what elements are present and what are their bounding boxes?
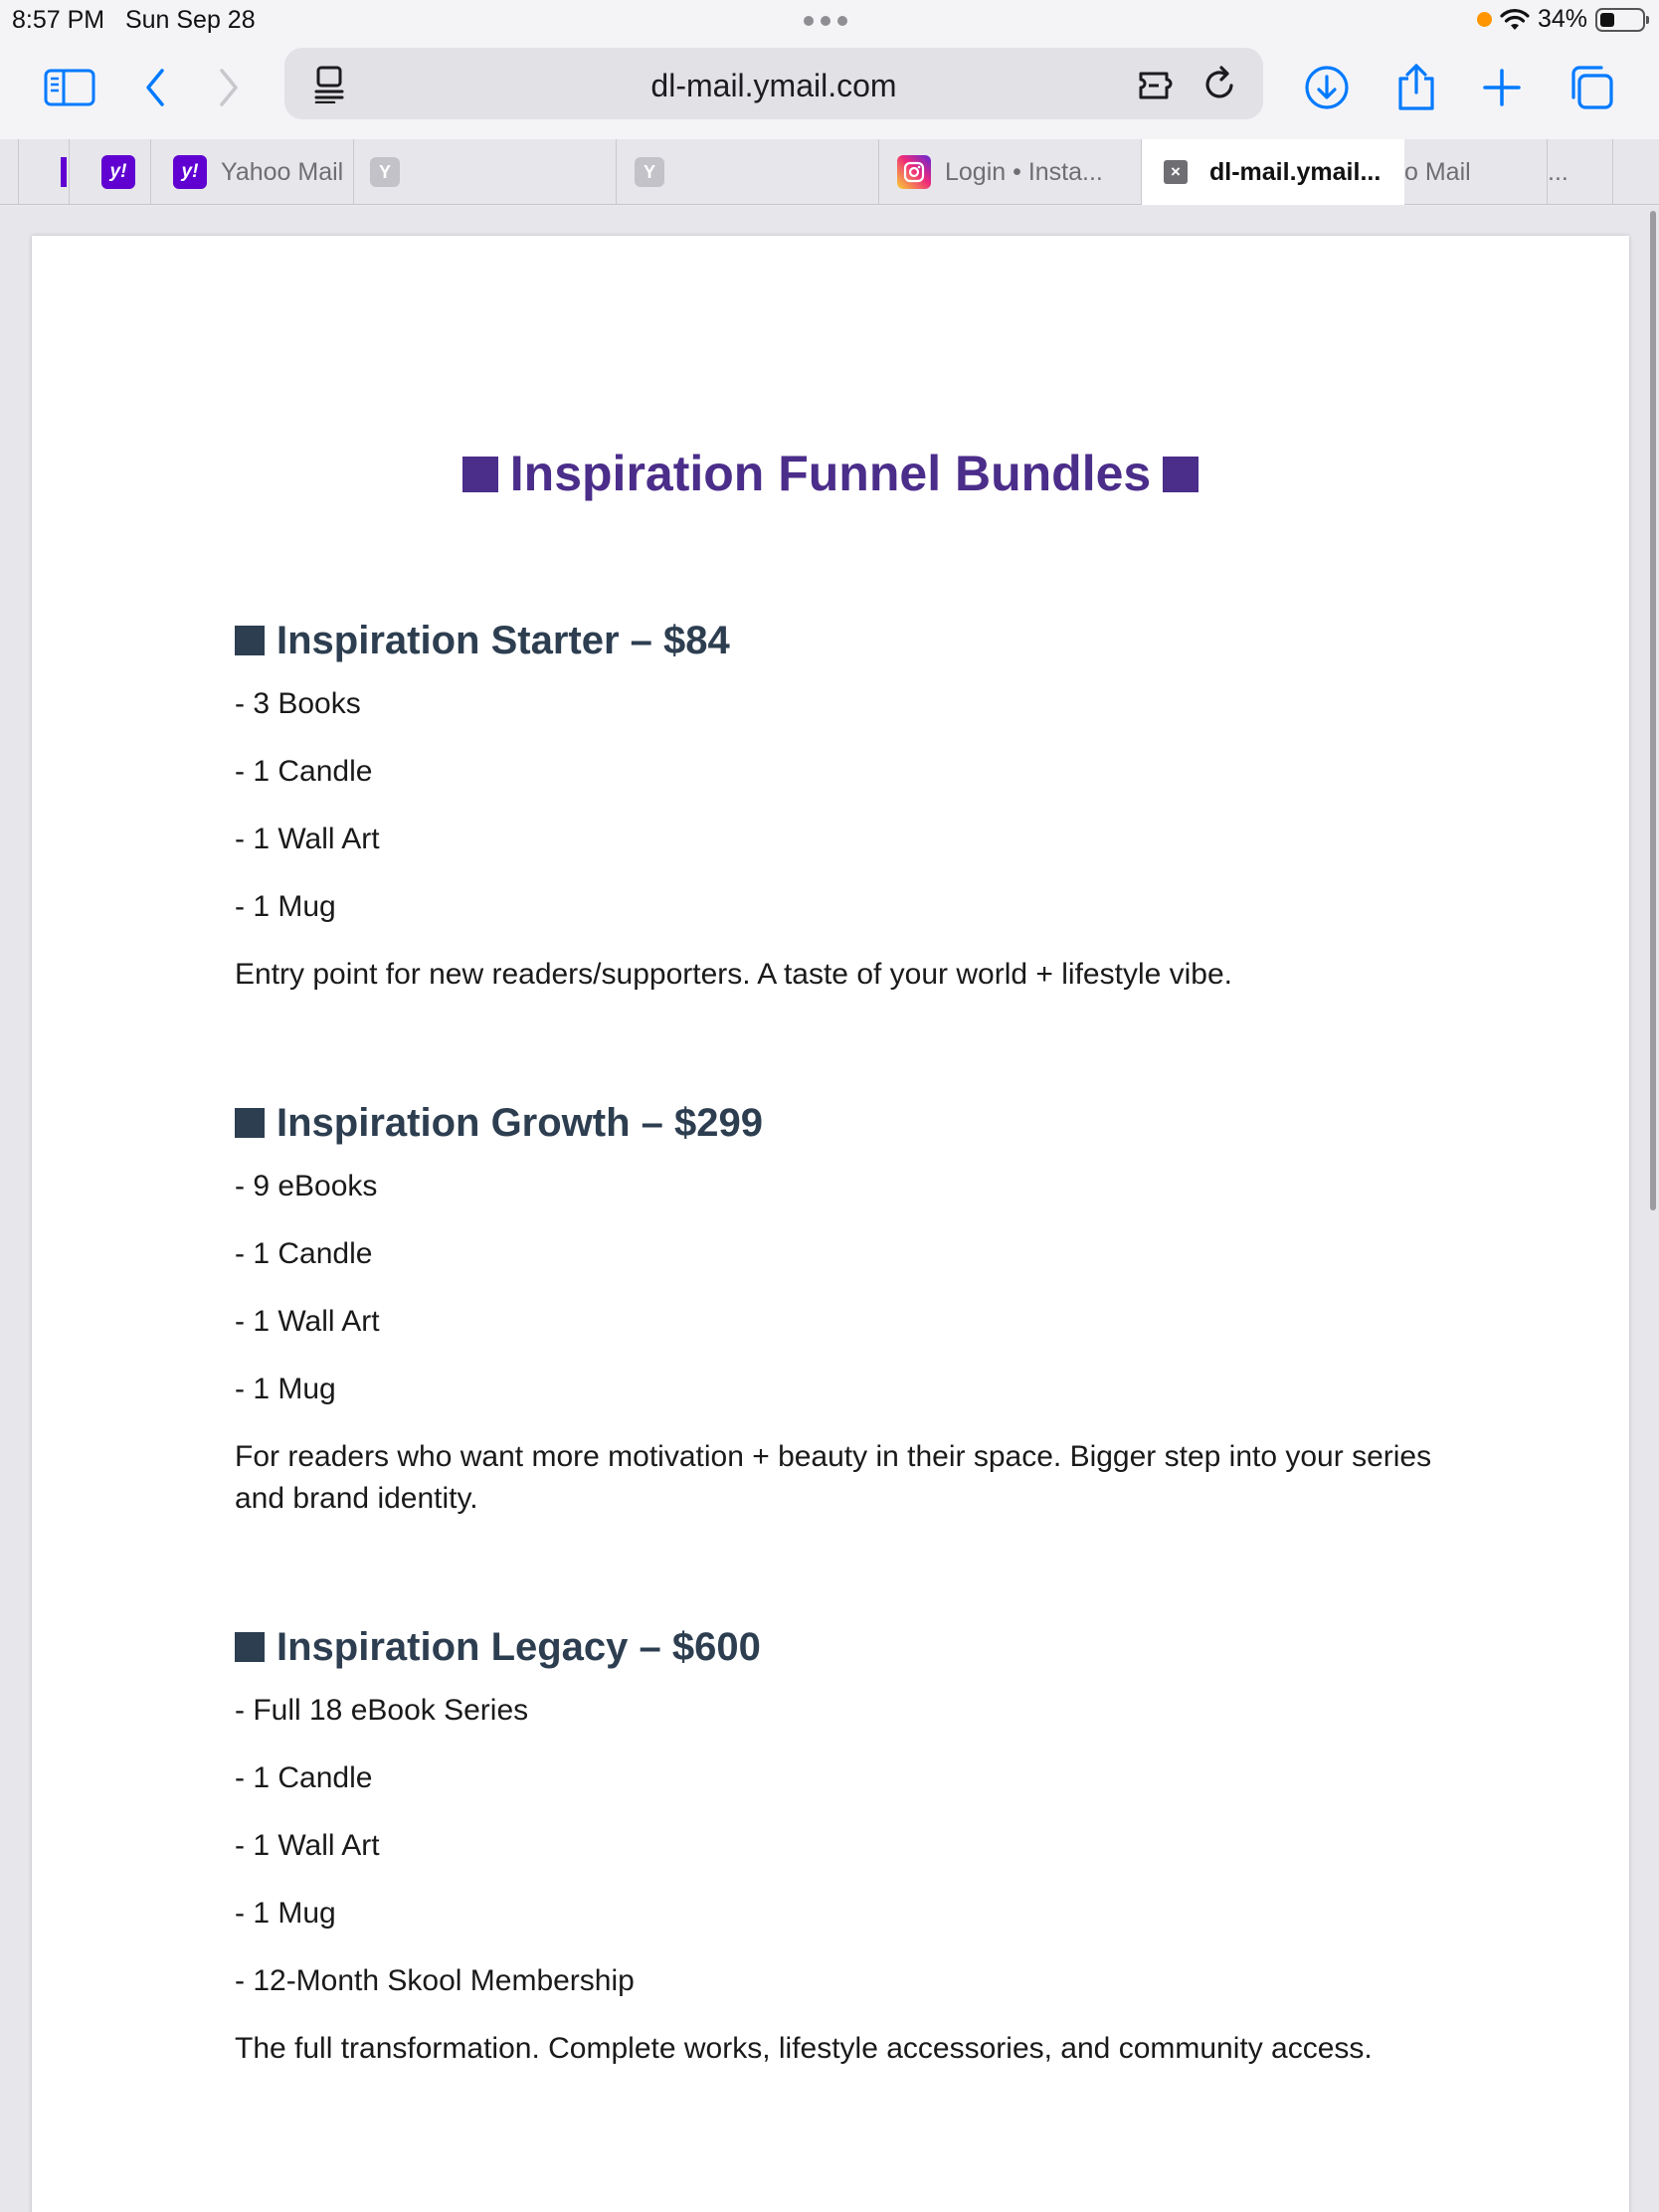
list-item: - 3 Books bbox=[235, 687, 361, 720]
back-icon[interactable] bbox=[125, 58, 185, 117]
bundle-heading-text: Inspiration Legacy – $600 bbox=[276, 1624, 761, 1669]
address-bar[interactable] bbox=[284, 48, 1263, 119]
yahoo-favicon-icon: y! bbox=[101, 155, 135, 189]
bundle-legacy bbox=[235, 1622, 1478, 2070]
download-icon[interactable] bbox=[1297, 58, 1357, 117]
list-item: - 1 Mug bbox=[235, 1897, 336, 1930]
tab-label: dl-mail.ymail... bbox=[1209, 157, 1382, 186]
bundle-description: Entry point for new readers/supporters. A taste of your world + lifestyle vibe. bbox=[235, 958, 1232, 991]
list-item: - 1 Candle bbox=[235, 1761, 373, 1794]
share-icon[interactable] bbox=[1386, 58, 1446, 117]
bundle-heading bbox=[235, 1098, 1478, 1148]
list-item: - 1 Candle bbox=[235, 755, 373, 788]
tab-label: o Mail bbox=[1404, 157, 1471, 186]
list-item: - 1 Candle bbox=[235, 1237, 373, 1270]
square-bullet-icon bbox=[462, 457, 498, 492]
tab-yahoo-mail[interactable] bbox=[151, 139, 354, 205]
list-item: - 1 Wall Art bbox=[235, 1305, 380, 1338]
mic-indicator-icon bbox=[1477, 12, 1492, 27]
multitasking-dots-icon[interactable] bbox=[804, 16, 847, 26]
status-datetime bbox=[12, 6, 256, 35]
tab-strip bbox=[0, 139, 1659, 205]
bundle-heading-text: Inspiration Starter – $84 bbox=[276, 618, 730, 662]
browser-toolbar bbox=[0, 40, 1659, 139]
close-tab-icon[interactable]: × bbox=[1164, 160, 1188, 184]
yahoo-favicon-icon bbox=[61, 157, 67, 187]
document-title bbox=[32, 445, 1629, 502]
square-bullet-icon bbox=[235, 1632, 265, 1662]
reload-icon[interactable] bbox=[1198, 62, 1243, 107]
instagram-favicon-icon bbox=[897, 155, 931, 189]
yahoo-favicon-icon: y! bbox=[173, 155, 207, 189]
status-date: Sun Sep 28 bbox=[124, 6, 256, 34]
tab-overflow-label: ... bbox=[1548, 157, 1568, 186]
list-item: - 1 Mug bbox=[235, 890, 336, 923]
tab-4[interactable] bbox=[617, 139, 879, 205]
square-bullet-icon bbox=[235, 1108, 265, 1138]
list-item: - 9 eBooks bbox=[235, 1170, 378, 1202]
y-favicon-icon: Y bbox=[370, 157, 400, 187]
tab-more[interactable] bbox=[1548, 139, 1613, 205]
bundle-description: The full transformation. Complete works, lifestyle accessories, and community access. bbox=[235, 2032, 1373, 2065]
bundle-items bbox=[235, 670, 1478, 941]
list-item: - 12-Month Skool Membership bbox=[235, 1964, 635, 1997]
tab-label: Yahoo Mail bbox=[221, 157, 344, 186]
tab-label: Login • Insta... bbox=[945, 157, 1103, 186]
list-item: - 1 Wall Art bbox=[235, 823, 380, 855]
y-favicon-icon: Y bbox=[635, 157, 664, 187]
square-bullet-icon bbox=[235, 626, 265, 655]
bundle-starter bbox=[235, 616, 1478, 996]
battery-percent: 34% bbox=[1537, 5, 1587, 33]
bundle-growth bbox=[235, 1098, 1478, 1520]
list-item: - 1 Mug bbox=[235, 1373, 336, 1405]
url-text[interactable]: dl-mail.ymail.com bbox=[650, 68, 897, 103]
extension-icon[interactable] bbox=[1136, 62, 1182, 107]
bundle-items bbox=[235, 1677, 1478, 2015]
status-time: 8:57 PM bbox=[12, 6, 105, 34]
bundle-heading-text: Inspiration Growth – $299 bbox=[276, 1100, 764, 1145]
status-bar bbox=[0, 0, 1659, 40]
tab-3[interactable] bbox=[354, 139, 617, 205]
tab-instagram[interactable] bbox=[879, 139, 1142, 205]
bundle-description: For readers who want more motivation + beauty in their space. Bigger step into your series and brand identity. bbox=[235, 1440, 1432, 1515]
square-bullet-icon bbox=[1163, 457, 1198, 492]
vertical-scrollbar[interactable] bbox=[1650, 211, 1656, 1210]
web-content[interactable] bbox=[0, 206, 1659, 2212]
bundle-heading bbox=[235, 1622, 1478, 1672]
document-title-text: Inspiration Funnel Bundles bbox=[509, 446, 1152, 501]
sidebar-icon[interactable] bbox=[40, 58, 99, 117]
tab-1[interactable] bbox=[70, 139, 151, 205]
forward-icon[interactable] bbox=[199, 58, 259, 117]
tab-mail-partial[interactable] bbox=[1404, 139, 1548, 205]
tab-dl-mail-active[interactable] bbox=[1142, 139, 1404, 205]
list-item: - Full 18 eBook Series bbox=[235, 1694, 529, 1727]
tabs-overview-icon[interactable] bbox=[1562, 58, 1621, 117]
list-item: - 1 Wall Art bbox=[235, 1829, 380, 1862]
tab-0[interactable] bbox=[18, 139, 70, 205]
battery-icon bbox=[1595, 8, 1645, 32]
new-tab-icon[interactable] bbox=[1472, 58, 1532, 117]
bundle-items bbox=[235, 1153, 1478, 1423]
wifi-icon bbox=[1500, 9, 1530, 31]
document-page bbox=[32, 236, 1629, 2212]
status-indicators bbox=[1477, 5, 1645, 34]
bundle-heading bbox=[235, 616, 1478, 665]
